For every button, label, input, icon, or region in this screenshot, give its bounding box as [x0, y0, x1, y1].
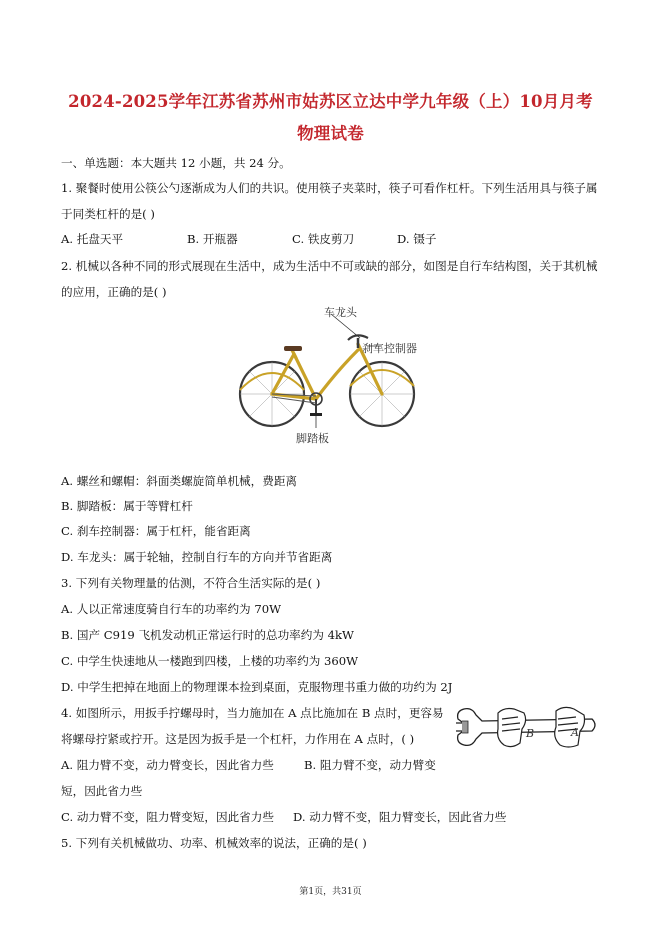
- bicycle-figure: [236, 302, 436, 447]
- q1-option-c: C. 铁皮剪刀: [292, 232, 355, 246]
- label-pedal: 脚踏板: [296, 432, 329, 445]
- exam-title-line2: 物理试卷: [297, 124, 364, 143]
- exam-title-line1: 2024-2025学年江苏省苏州市姑苏区立达中学九年级（上）10月月考: [68, 92, 593, 111]
- q2-stem-line2: 的应用，正确的是( ): [61, 285, 167, 299]
- q3-option-c: C. 中学生快速地从一楼跑到四楼，上楼的功率约为 360W: [61, 654, 359, 668]
- label-brake-controller: 刹车控制器: [362, 342, 417, 355]
- q3-stem: 3. 下列有关物理量的估测，不符合生活实际的是( ): [61, 576, 321, 590]
- q4-option-b-part2: 短，因此省力些: [61, 784, 143, 798]
- label-handlebar: 车龙头: [324, 306, 357, 319]
- bike-seat: [284, 346, 302, 351]
- q3-option-d: D. 中学生把掉在地面上的物理课本捡到桌面，克服物理书重力做的功约为 2J: [61, 680, 453, 694]
- q4-option-a: A. 阻力臂不变，动力臂变长，因此省力些: [61, 758, 274, 772]
- q1-stem-line2: 于同类杠杆的是( ): [61, 207, 155, 221]
- q1-option-d: D. 镊子: [397, 232, 437, 246]
- q2-option-d: D. 车龙头：属于轮轴，控制自行车的方向并节省距离: [61, 550, 333, 564]
- q3-option-b: B. 国产 C919 飞机发动机正常运行时的总功率约为 4kW: [61, 628, 354, 642]
- q1-stem-line1: 1. 聚餐时使用公筷公勺逐渐成为人们的共识。使用筷子夹菜时，筷子可看作杠杆。下列生活用具与筷子属: [61, 181, 598, 195]
- wrench-figure: [452, 703, 602, 751]
- q2-option-b: B. 脚踏板：属于等臂杠杆: [61, 499, 193, 513]
- section-heading: 一、单选题：本大题共 12 小题，共 24 分。: [61, 156, 291, 170]
- label-point-b: B: [526, 727, 535, 740]
- hand-b: [498, 709, 526, 747]
- bicycle-illustration: [236, 302, 436, 447]
- q1-option-b: B. 开瓶器: [187, 232, 238, 246]
- q4-option-b-part1: B. 阻力臂不变，动力臂变: [304, 758, 436, 772]
- q4-option-d: D. 动力臂不变，阻力臂变长，因此省力些: [293, 810, 507, 824]
- page-footer: 第1页，共31页: [299, 887, 362, 897]
- q2-option-a: A. 螺丝和螺帽：斜面类螺旋简单机械，费距离: [61, 474, 298, 488]
- q4-option-c: C. 动力臂不变，阻力臂变短，因此省力些: [61, 810, 274, 824]
- q3-option-a: A. 人以正常速度骑自行车的功率约为 70W: [61, 602, 282, 616]
- q1-option-a: A. 托盘天平: [61, 232, 124, 246]
- q2-option-c: C. 刹车控制器：属于杠杆，能省距离: [61, 524, 251, 538]
- hand-a: [555, 707, 585, 747]
- q4-stem-line1: 4. 如图所示，用扳手拧螺母时，当力施加在 A 点比施加在 B 点时，更容易: [61, 706, 444, 720]
- q5-stem: 5. 下列有关机械做功、功率、机械效率的说法，正确的是( ): [61, 836, 367, 850]
- q4-stem-line2: 将螺母拧紧或拧开。这是因为扳手是一个杠杆，力作用在 A 点时，( ): [61, 732, 415, 746]
- q2-stem-line1: 2. 机械以各种不同的形式展现在生活中，成为生活中不可或缺的部分，如图是自行车结构图，关于其机械: [61, 259, 598, 273]
- label-point-a: A: [571, 726, 579, 739]
